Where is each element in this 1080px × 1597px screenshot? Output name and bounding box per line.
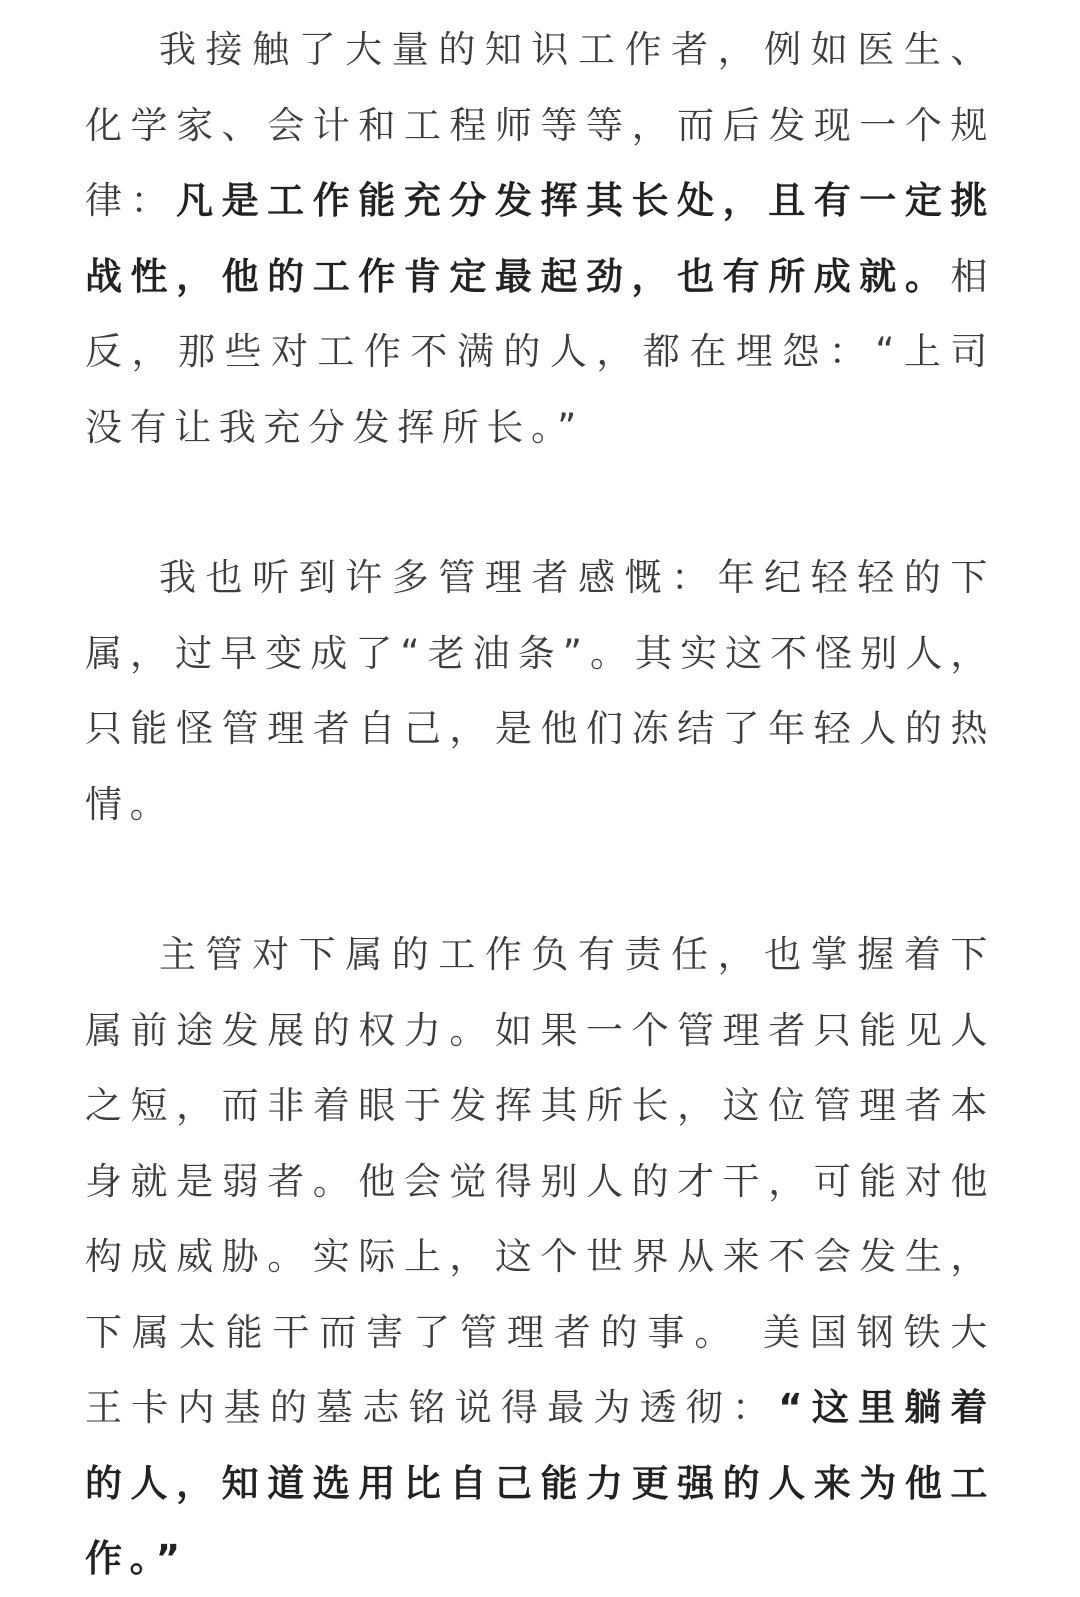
paragraph-1-bold-highlight: 凡是工作能充分发挥其长处，且有一定挑战性，他的工作肯定最起劲，也有所成就。	[85, 179, 995, 298]
paragraph-1-closing-text: 相反，那些对工作不满的人，都在埋怨：“上司没有让我充分发挥所长。”	[85, 254, 995, 449]
paragraph-2	[85, 540, 995, 842]
paragraph-1-intro-text: 我接触了大量的知识工作者，例如医生、化学家、会计和工程师等等，而后发现一个规律：	[85, 28, 995, 222]
paragraph-2-text: 我也听到许多管理者感慨：年纪轻轻的下属，过早变成了“老油条”。其实这不怪别人，只能怪管理者自己，是他们冻结了年轻人的热情。	[85, 556, 995, 826]
article-body	[85, 12, 995, 1597]
paragraph-1	[85, 12, 995, 465]
paragraph-3-bold-quote: “这里躺着的人，知道选用比自己能力更强的人来为他工作。”	[85, 1386, 995, 1580]
paragraph-3-text: 主管对下属的工作负有责任，也掌握着下属前途发展的权力。如果一个管理者只能见人之短，而非着眼于发挥其所长，这位管理者本身就是弱者。他会觉得别人的才干，可能对他构成威胁。实际上，这个世界从来不会发生，下属太能干而害了管理者的事。 美国钢铁大王卡内基的墓志铭说得最为透彻：	[85, 933, 995, 1429]
paragraph-3	[85, 917, 995, 1597]
